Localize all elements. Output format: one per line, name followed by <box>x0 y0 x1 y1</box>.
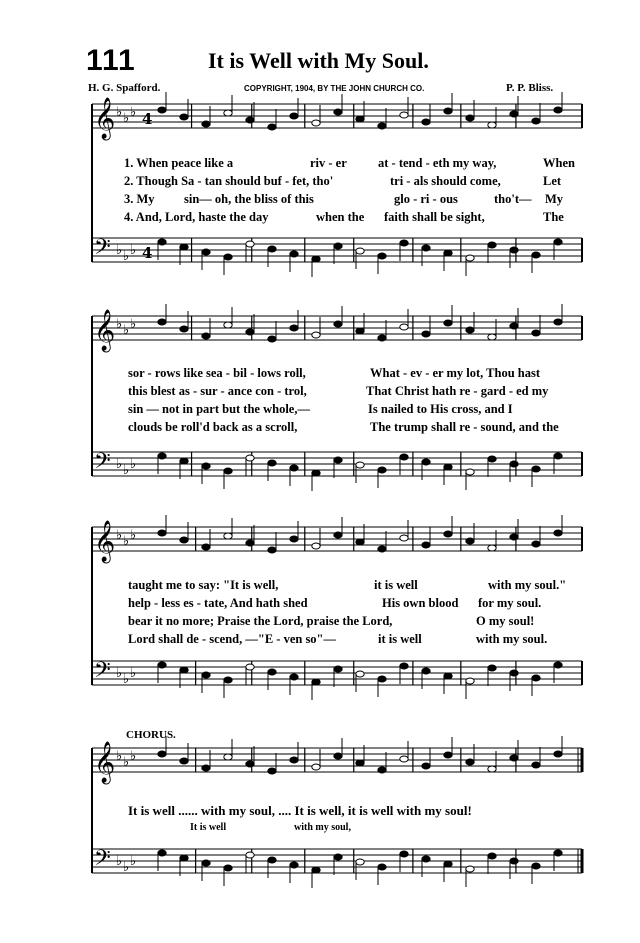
note-head <box>532 863 540 869</box>
note-head <box>180 855 188 861</box>
note-head <box>532 466 540 472</box>
note-head <box>488 766 496 772</box>
lyric-fragment: O my soul! <box>476 614 535 628</box>
lyric-fragment: Is nailed to His cross, and I <box>368 402 513 416</box>
note-head <box>466 538 474 544</box>
flat-sign: ♭ <box>116 105 123 120</box>
note-head <box>246 664 254 670</box>
verse-line <box>0 156 640 170</box>
note-head <box>356 248 364 254</box>
note-head <box>202 672 210 678</box>
note-head <box>202 249 210 255</box>
treble-clef: 𝄞 <box>94 310 116 351</box>
note-head <box>532 118 540 124</box>
note-head <box>510 670 518 676</box>
note-head <box>400 756 408 762</box>
lyric-fragment: His own blood <box>382 596 459 610</box>
lyric-fragment: 2. Though Sa - tan should buf - fet, tho' <box>124 174 334 188</box>
lyric-fragment: with my soul. <box>476 632 548 646</box>
flat-sign: ♭ <box>116 854 123 869</box>
note-head <box>356 328 364 334</box>
note-head <box>466 866 474 872</box>
note-head <box>312 764 320 770</box>
note-head <box>554 751 562 757</box>
bass-clef: 𝄢 <box>94 846 111 876</box>
note-head <box>334 109 342 115</box>
note-head <box>290 325 298 331</box>
note-head <box>488 853 496 859</box>
flat-sign: ♭ <box>116 243 123 258</box>
verse-line <box>0 366 640 380</box>
note-head <box>400 535 408 541</box>
note-head <box>400 663 408 669</box>
note-head <box>554 662 562 668</box>
note-head <box>158 453 166 459</box>
flat-sign: ♭ <box>123 111 130 126</box>
note-head <box>554 453 562 459</box>
note-head <box>532 541 540 547</box>
flat-sign: ♭ <box>116 749 123 764</box>
lyric-fragment: tho't— <box>494 192 532 206</box>
note-head <box>466 678 474 684</box>
lyric-fragment: with my soul." <box>488 578 567 592</box>
lyric-fragment: it is well <box>374 578 418 592</box>
note-head <box>334 666 342 672</box>
note-head <box>444 752 452 758</box>
note-head <box>400 324 408 330</box>
note-head <box>356 671 364 677</box>
note-head <box>224 468 232 474</box>
note-head <box>312 543 320 549</box>
composer: P. P. Bliss. <box>506 82 554 94</box>
lyric-fragment: clouds be roll'd back as a scroll, <box>128 420 298 434</box>
note-head <box>488 456 496 462</box>
note-head <box>356 116 364 122</box>
flat-sign: ♭ <box>123 249 130 264</box>
bass-clef: 𝄢 <box>94 658 111 688</box>
note-head <box>444 673 452 679</box>
note-head <box>444 250 452 256</box>
note-head <box>444 320 452 326</box>
note-head <box>400 240 408 246</box>
note-head <box>290 536 298 542</box>
flat-sign: ♭ <box>123 860 130 875</box>
bass-clef: 𝄢 <box>94 449 111 479</box>
note-head <box>180 758 188 764</box>
note-head <box>202 860 210 866</box>
note-head <box>180 537 188 543</box>
note-head <box>356 462 364 468</box>
note-head <box>158 107 166 113</box>
note-head <box>224 865 232 871</box>
note-head <box>246 455 254 461</box>
note-head <box>224 533 232 539</box>
lyric-fragment: at - tend - eth my way, <box>378 156 497 170</box>
note-head <box>532 762 540 768</box>
lyric-fragment: this blest as - sur - ance con - trol, <box>128 384 307 398</box>
note-head <box>158 319 166 325</box>
flat-sign: ♭ <box>123 534 130 549</box>
note-head <box>202 544 210 550</box>
lyric-fragment: faith shall be sight, <box>384 210 485 224</box>
chorus-label: CHORUS. <box>126 729 176 741</box>
note-head <box>466 255 474 261</box>
note-head <box>422 668 430 674</box>
flat-sign: ♭ <box>123 755 130 770</box>
chorus-lyrics: It is well ...... with my soul, .... It is well, it is well with my soul! <box>128 803 472 818</box>
bass-clef: 𝄢 <box>94 235 111 265</box>
lyricist: H. G. Spafford. <box>88 82 161 94</box>
note-head <box>466 327 474 333</box>
note-head <box>246 117 254 123</box>
hymn-title: It is Well with My Soul. <box>208 48 429 73</box>
flat-sign: ♭ <box>130 317 137 332</box>
note-head <box>180 458 188 464</box>
note-head <box>466 115 474 121</box>
chorus-bass-lyrics: with my soul, <box>294 822 351 833</box>
note-head <box>246 761 254 767</box>
note-head <box>334 532 342 538</box>
note-head <box>268 857 276 863</box>
note-head <box>554 850 562 856</box>
lyric-fragment: My <box>545 192 564 206</box>
flat-sign: ♭ <box>130 105 137 120</box>
verse-line <box>0 192 640 206</box>
note-head <box>510 461 518 467</box>
note-head <box>202 333 210 339</box>
note-head <box>334 243 342 249</box>
time-signature: 4 <box>142 110 153 128</box>
flat-sign: ♭ <box>116 666 123 681</box>
flat-sign: ♭ <box>130 854 137 869</box>
lyric-fragment: glo - ri - ous <box>394 192 458 206</box>
note-head <box>422 763 430 769</box>
note-head <box>422 459 430 465</box>
verse-line <box>0 174 640 188</box>
lyric-fragment: When <box>543 156 575 170</box>
lyric-fragment: The <box>543 210 564 224</box>
note-head <box>158 530 166 536</box>
note-head <box>246 329 254 335</box>
note-head <box>532 675 540 681</box>
verse-line <box>0 578 640 592</box>
note-head <box>532 252 540 258</box>
lyric-fragment: when the <box>316 210 365 224</box>
lyric-fragment: sin — not in part but the whole,— <box>128 402 310 416</box>
note-head <box>290 862 298 868</box>
lyric-fragment: sin— oh, the bliss of this <box>184 192 314 206</box>
note-head <box>312 867 320 873</box>
note-head <box>378 546 386 552</box>
note-head <box>488 334 496 340</box>
note-head <box>268 460 276 466</box>
verse-line <box>0 384 640 398</box>
note-head <box>422 119 430 125</box>
note-head <box>312 332 320 338</box>
lyric-fragment: The trump shall re - sound, and the <box>370 420 559 434</box>
flat-sign: ♭ <box>130 457 137 472</box>
flat-sign: ♭ <box>123 323 130 338</box>
note-head <box>180 326 188 332</box>
note-head <box>180 244 188 250</box>
note-head <box>268 669 276 675</box>
note-head <box>378 123 386 129</box>
note-head <box>488 665 496 671</box>
copyright-notice: COPYRIGHT, 1904, BY THE JOHN CHURCH CO. <box>244 84 425 93</box>
note-head <box>202 463 210 469</box>
note-head <box>510 755 518 761</box>
note-head <box>312 679 320 685</box>
treble-clef: 𝄞 <box>94 742 116 783</box>
note-head <box>290 465 298 471</box>
note-head <box>400 454 408 460</box>
verse-line <box>0 614 640 628</box>
note-head <box>444 531 452 537</box>
verse-line <box>0 210 640 224</box>
lyric-fragment: sor - rows like sea - bil - lows roll, <box>128 366 306 380</box>
lyric-fragment: Let <box>543 174 562 188</box>
note-head <box>268 246 276 252</box>
note-head <box>290 674 298 680</box>
note-head <box>268 124 276 130</box>
note-head <box>224 322 232 328</box>
note-head <box>378 767 386 773</box>
note-head <box>158 850 166 856</box>
note-head <box>422 245 430 251</box>
note-head <box>422 856 430 862</box>
verse-line <box>0 402 640 416</box>
flat-sign: ♭ <box>130 243 137 258</box>
note-head <box>554 530 562 536</box>
note-head <box>158 751 166 757</box>
flat-sign: ♭ <box>116 528 123 543</box>
note-head <box>158 239 166 245</box>
note-head <box>202 765 210 771</box>
note-head <box>356 760 364 766</box>
note-head <box>246 852 254 858</box>
note-head <box>378 253 386 259</box>
treble-clef: 𝄞 <box>94 521 116 562</box>
note-head <box>290 113 298 119</box>
note-head <box>488 122 496 128</box>
note-head <box>510 323 518 329</box>
note-head <box>510 534 518 540</box>
note-head <box>510 858 518 864</box>
note-head <box>180 667 188 673</box>
note-head <box>290 757 298 763</box>
note-head <box>488 545 496 551</box>
flat-sign: ♭ <box>123 463 130 478</box>
flat-sign: ♭ <box>130 528 137 543</box>
note-head <box>510 111 518 117</box>
note-head <box>334 457 342 463</box>
note-head <box>224 677 232 683</box>
note-head <box>378 335 386 341</box>
note-head <box>532 330 540 336</box>
note-head <box>444 861 452 867</box>
note-head <box>202 121 210 127</box>
note-head <box>400 112 408 118</box>
lyric-fragment: That Christ hath re - gard - ed my <box>366 384 549 398</box>
note-head <box>422 331 430 337</box>
flat-sign: ♭ <box>116 317 123 332</box>
note-head <box>466 469 474 475</box>
note-head <box>158 662 166 668</box>
flat-sign: ♭ <box>116 457 123 472</box>
note-head <box>334 854 342 860</box>
note-head <box>312 120 320 126</box>
verse-line <box>0 632 640 646</box>
flat-sign: ♭ <box>123 672 130 687</box>
lyric-fragment: it is well <box>378 632 422 646</box>
note-head <box>246 540 254 546</box>
note-head <box>466 759 474 765</box>
lyric-fragment: for my soul. <box>478 596 542 610</box>
lyric-fragment: What - ev - er my lot, Thou hast <box>370 366 541 380</box>
note-head <box>246 241 254 247</box>
lyric-fragment: help - less es - tate, And hath shed <box>128 596 308 610</box>
note-head <box>554 107 562 113</box>
note-head <box>400 851 408 857</box>
note-head <box>356 859 364 865</box>
lyric-fragment: 3. My <box>124 192 155 206</box>
note-head <box>290 251 298 257</box>
note-head <box>444 108 452 114</box>
note-head <box>444 464 452 470</box>
lyric-fragment: riv - er <box>310 156 347 170</box>
note-head <box>224 110 232 116</box>
lyric-fragment: taught me to say: "It is well, <box>128 578 279 592</box>
lyric-fragment: 1. When peace like a <box>124 156 234 170</box>
note-head <box>224 754 232 760</box>
note-head <box>378 676 386 682</box>
hymn-number: 111 <box>86 44 136 77</box>
note-head <box>334 321 342 327</box>
note-head <box>312 470 320 476</box>
note-head <box>378 467 386 473</box>
note-head <box>554 239 562 245</box>
flat-sign: ♭ <box>130 749 137 764</box>
lyric-fragment: tri - als should come, <box>390 174 501 188</box>
time-signature: 4 <box>142 244 153 262</box>
note-head <box>312 256 320 262</box>
note-head <box>422 542 430 548</box>
note-head <box>334 753 342 759</box>
verse-line <box>0 596 640 610</box>
lyric-fragment: 4. And, Lord, haste the day <box>124 210 269 224</box>
note-head <box>510 247 518 253</box>
lyric-fragment: bear it no more; Praise the Lord, praise the Lord, <box>128 614 393 628</box>
note-head <box>224 254 232 260</box>
note-head <box>268 768 276 774</box>
treble-clef: 𝄞 <box>94 98 116 139</box>
chorus-bass-lyrics: It is well <box>190 822 227 833</box>
note-head <box>356 539 364 545</box>
flat-sign: ♭ <box>130 666 137 681</box>
note-head <box>268 336 276 342</box>
note-head <box>268 547 276 553</box>
verse-line <box>0 420 640 434</box>
note-head <box>180 114 188 120</box>
lyric-fragment: Lord shall de - scend, —"E - ven so"— <box>128 632 336 646</box>
note-head <box>554 319 562 325</box>
note-head <box>378 864 386 870</box>
note-head <box>488 242 496 248</box>
